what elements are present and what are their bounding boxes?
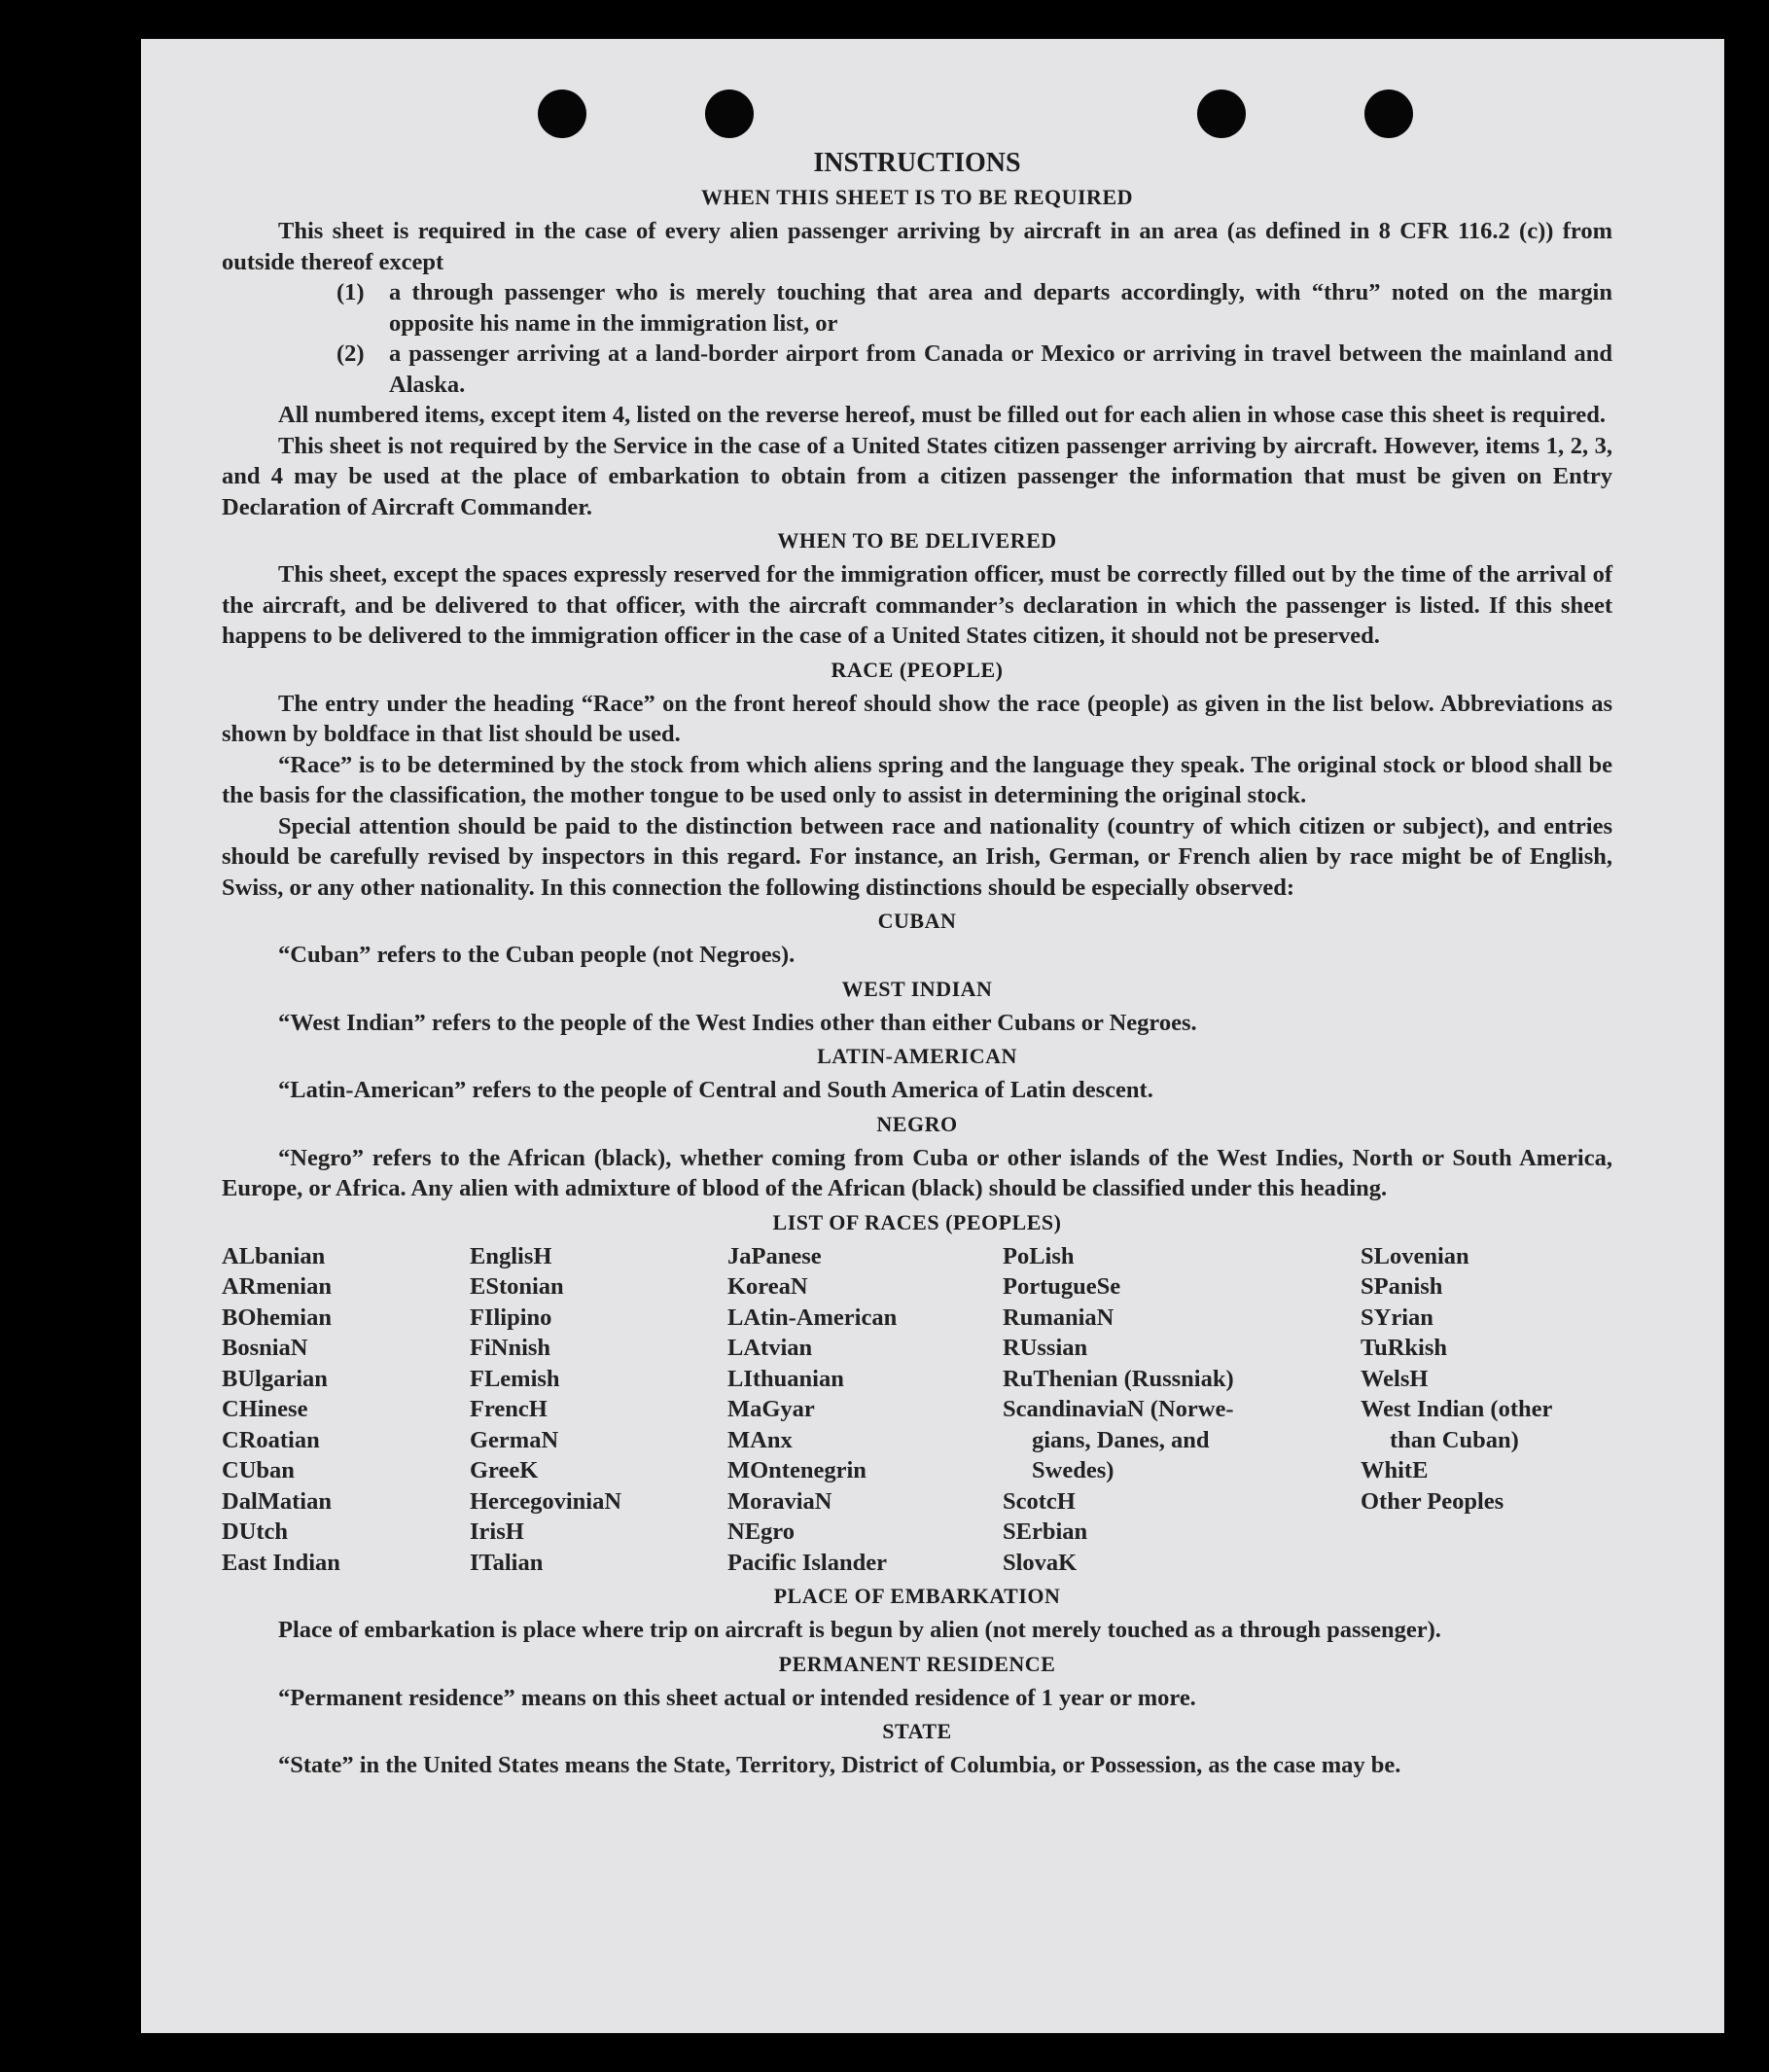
item-number: (1) [336,279,365,305]
race-entry: West Indian (other [1361,1396,1553,1422]
paragraph: “Latin-American” refers to the people of Central and South America of Latin descent. [278,1077,1153,1103]
race-entry: BosniaN [222,1335,308,1361]
race-entry: WhitE [1361,1457,1429,1483]
item-text: a passenger arriving at a land-border airport from Canada or Mexico or arriving in travel between the mainland and Alaska. [389,340,1612,398]
section-heading: CUBAN [877,909,957,933]
section-heading: NEGRO [876,1111,958,1136]
race-entry: ScotcH [1003,1487,1076,1515]
race-entry: DUtch [222,1518,289,1545]
race-entry: CHinese [222,1396,308,1422]
race-entry: KoreaN [727,1273,808,1300]
race-entry: MOntenegrin [727,1457,867,1483]
item-text: a through passenger who is merely touching that area and departs accordingly, with “thru” noted on the margin opposite his name in the immigration list, or [389,279,1612,337]
race-entry: HercegoviniaN [470,1487,622,1515]
race-entry: MaGyar [727,1396,815,1422]
punch-hole [1197,89,1246,138]
race-entry: NEgro [727,1518,795,1545]
race-entry: ScandinaviaN (Norwe- [1003,1396,1234,1422]
race-column [1003,1241,1361,1579]
section-heading: WHEN THIS SHEET IS TO BE REQUIRED [700,185,1134,209]
race-entry: FrencH [470,1396,548,1422]
paragraph: The entry under the heading “Race” on the front hereof should show the race (people) as given in the list below. Abbreviations as shown by boldface in that list should be used. [222,690,1612,747]
paragraph: This sheet is required in the case of every alien passenger arriving by aircraft in an area (as defined in 8 CFR 116.2 (c)) from outside thereof except [222,218,1612,275]
race-entry: RuThenian (Russniak) [1003,1365,1234,1392]
race-entry: BUlgarian [222,1365,328,1392]
section-heading: RACE (PEOPLE) [831,657,1004,682]
race-entry: MoraviaN [727,1487,832,1515]
race-entry: ARmenian [222,1273,332,1300]
race-entry: GreeK [470,1457,539,1483]
paragraph: This sheet is not required by the Service in the case of a United States citizen passenger arriving by aircraft. However, items 1, 2, 3, and 4 may be used at the place of embarkation to obtain from a citizen passenger the information that must be given on Entry Declaration of Aircraft Commander. [222,432,1612,520]
paragraph: “State” in the United States means the State, Territory, District of Columbia, or Possession, as the case may be. [278,1752,1401,1778]
race-list [222,1241,1612,1579]
section-heading: LATIN-AMERICAN [817,1044,1017,1068]
race-entry: MAnx [727,1426,793,1453]
section-heading: WEST INDIAN [841,976,993,1001]
paragraph: “West Indian” refers to the people of the West Indies other than either Cubans or Negroes. [278,1009,1197,1036]
punch-hole [1364,89,1413,138]
race-entry: than Cuban) [1390,1426,1519,1453]
paragraph: This sheet, except the spaces expressly reserved for the immigration officer, must be correctly filled out by the time of the arrival of the aircraft, and be delivered to that officer, with the aircraft commander’s declaration in which the passenger is listed. If this sheet happens to be delivered to the immigration officer in the case of a United States citizen, it should not be preserved. [222,561,1612,649]
race-entry: East Indian [222,1549,340,1576]
race-entry: JaPanese [727,1242,822,1269]
section-heading: LIST OF RACES (PEOPLES) [772,1209,1062,1234]
race-entry: PoLish [1003,1242,1075,1269]
paragraph: Special attention should be paid to the distinction between race and nationality (country of which citizen or subject), and entries should be carefully revised by inspectors in this regard. For instance, an Irish, German, or French alien by race might be of English, Swiss, or any other nationality. In this connection the following distinctions should be especially observed: [222,812,1612,901]
race-entry: TuRkish [1361,1335,1448,1361]
paragraph: All numbered items, except item 4, listed on the reverse hereof, must be filled out for each alien in whose case this sheet is required. [278,402,1607,428]
document-sheet [141,39,1724,2033]
race-entry: SPanish [1361,1273,1443,1300]
race-entry: CUban [222,1457,295,1483]
race-entry: Other Peoples [1361,1487,1504,1515]
punch-hole [705,89,754,138]
paragraph: “Negro” refers to the African (black), whether coming from Cuba or other islands of the West Indies, North or South America, Europe, or Africa. Any alien with admixture of blood of the African (black) should be classified under this heading. [222,1144,1612,1201]
race-entry: BOhemian [222,1304,332,1331]
race-entry: LAtvian [727,1335,813,1361]
item-number: (2) [336,340,365,367]
race-entry: RumaniaN [1003,1304,1114,1331]
punch-hole [538,89,586,138]
race-entry: SErbian [1003,1518,1088,1545]
race-entry: FIlipino [470,1304,552,1331]
document-title: INSTRUCTIONS [813,148,1021,178]
paragraph: “Cuban” refers to the Cuban people (not Negroes). [278,942,796,968]
race-entry: SLovenian [1361,1242,1469,1269]
race-entry: GermaN [470,1426,559,1453]
section-heading: WHEN TO BE DELIVERED [777,528,1057,553]
race-entry: IrisH [470,1518,524,1545]
race-entry: EnglisH [470,1242,552,1269]
race-entry: LAtin-American [727,1304,898,1331]
paragraph: “Permanent residence” means on this sheet actual or intended residence of 1 year or more. [278,1684,1196,1711]
race-entry: CRoatian [222,1426,320,1453]
race-entry: Swedes) [1032,1457,1114,1483]
race-entry: SlovaK [1003,1549,1078,1576]
race-entry: PortugueSe [1003,1273,1121,1300]
race-entry: ITalian [470,1549,544,1576]
race-entry: FLemish [470,1365,560,1392]
race-column [470,1241,727,1579]
race-entry: WelsH [1361,1365,1429,1392]
race-entry: gians, Danes, and [1032,1426,1210,1453]
race-entry: Pacific Islander [727,1549,887,1576]
race-entry: SYrian [1361,1304,1433,1331]
race-column [1361,1241,1612,1579]
section-heading: PERMANENT RESIDENCE [778,1651,1056,1676]
race-entry: EStonian [470,1273,564,1300]
race-entry: LIthuanian [727,1365,844,1392]
race-column [727,1241,1003,1579]
section-heading: STATE [882,1719,952,1743]
race-entry: ALbanian [222,1242,326,1269]
list-item [222,277,1612,339]
race-column [222,1241,470,1579]
section-heading: PLACE OF EMBARKATION [773,1584,1061,1608]
race-entry: FiNnish [470,1335,551,1361]
paragraph: “Race” is to be determined by the stock from which aliens spring and the language they speak. The original stock or blood shall be the basis for the classification, the mother tongue to be used only to assist in determining the original stock. [222,751,1612,808]
document-body [222,148,1612,1781]
paragraph: Place of embarkation is place where trip on aircraft is begun by alien (not merely touched as a through passenger). [278,1617,1441,1643]
race-entry: DalMatian [222,1487,332,1515]
race-entry: RUssian [1003,1335,1088,1361]
list-item [222,339,1612,400]
